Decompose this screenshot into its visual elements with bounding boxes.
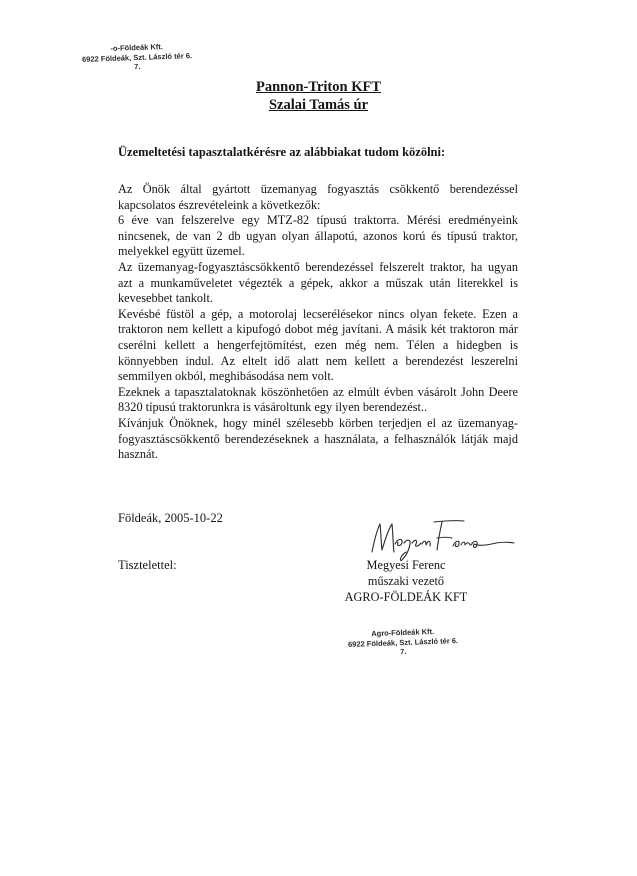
body-paragraph: 6 éve van felszerelve egy MTZ-82 típusú traktorra. Mérési eredményeink nincsenek, de van 2 db ugyan olyan állapotú, azonos korú és típusú traktor, melyekkel együtt üzemel.	[118, 213, 518, 259]
stamp-line: 6922 Földeák, Szt. László tér 6.	[347, 635, 459, 649]
date-line: Földeák, 2005-10-22	[118, 511, 223, 525]
company-stamp-bottom	[348, 626, 459, 658]
company-stamp-top	[82, 41, 193, 73]
stamp-line: 6922 Földeák, Szt. László tér 6.	[81, 50, 193, 64]
recipient-person: Szalai Tamás úr	[268, 97, 369, 113]
closing-salutation: Tisztelettel:	[118, 558, 177, 572]
recipient-block	[0, 78, 637, 114]
signer-block	[340, 558, 472, 605]
signer-company: AGRO-FÖLDEÁK KFT	[344, 589, 468, 604]
body-paragraph: Az üzemanyag-fogyasztáscsökkentő berendezéssel felszerelt traktor, ha ugyan azt a munkaműveletet végezték a gépek, akkor a műszak után literekkel is kevesebbet tankolt.	[118, 259, 518, 306]
stamp-line: 7.	[134, 61, 141, 72]
signer-name: Megyesi Ferenc	[366, 558, 446, 572]
letter-body	[118, 182, 518, 463]
recipient-company: Pannon-Triton KFT	[255, 79, 381, 95]
body-paragraph: Kevésbé füstöl a gép, a motorolaj lecserélésekor nincs olyan fekete. Ezen a traktoron nem kellett a kipufogó dobot még javítani. A másik két traktoron már cserélni kellett a hengerfejtömítést, ezen még nem. Télen a hidegben is könnyebben indul. Az eltelt idő alatt nem kellett a berendezést leszerelni semmilyen okból, meghibásodása nem volt.	[118, 306, 518, 384]
body-paragraph: Kívánjuk Önöknek, hogy minél szélesebb körben terjedjen el az üzemanyag-fogyasztáscsökkentő berendezéseknek a használata, a felhasználók látják majd hasznát.	[118, 415, 518, 462]
letter-subject: Üzemeltetési tapasztalatkérésre az alábbiakat tudom közölni:	[118, 145, 446, 159]
handwritten-signature	[368, 516, 518, 564]
signer-title: műszaki vezető	[367, 573, 445, 588]
stamp-line: -o-Földeák Kft.	[110, 42, 164, 53]
body-paragraph: Az Önök által gyártott üzemanyag fogyasztás csökkentő berendezéssel kapcsolatos észrevételeink a következők:	[118, 182, 518, 212]
body-paragraph: Ezeknek a tapasztalatoknak köszönhetően az elmúlt évben vásárolt John Deere 8320 típusú traktorunkra is vásároltunk egy ilyen berendezést..	[118, 384, 518, 415]
stamp-line: 7.	[400, 646, 407, 657]
stamp-line: Agro-Földeák Kft.	[371, 626, 435, 639]
